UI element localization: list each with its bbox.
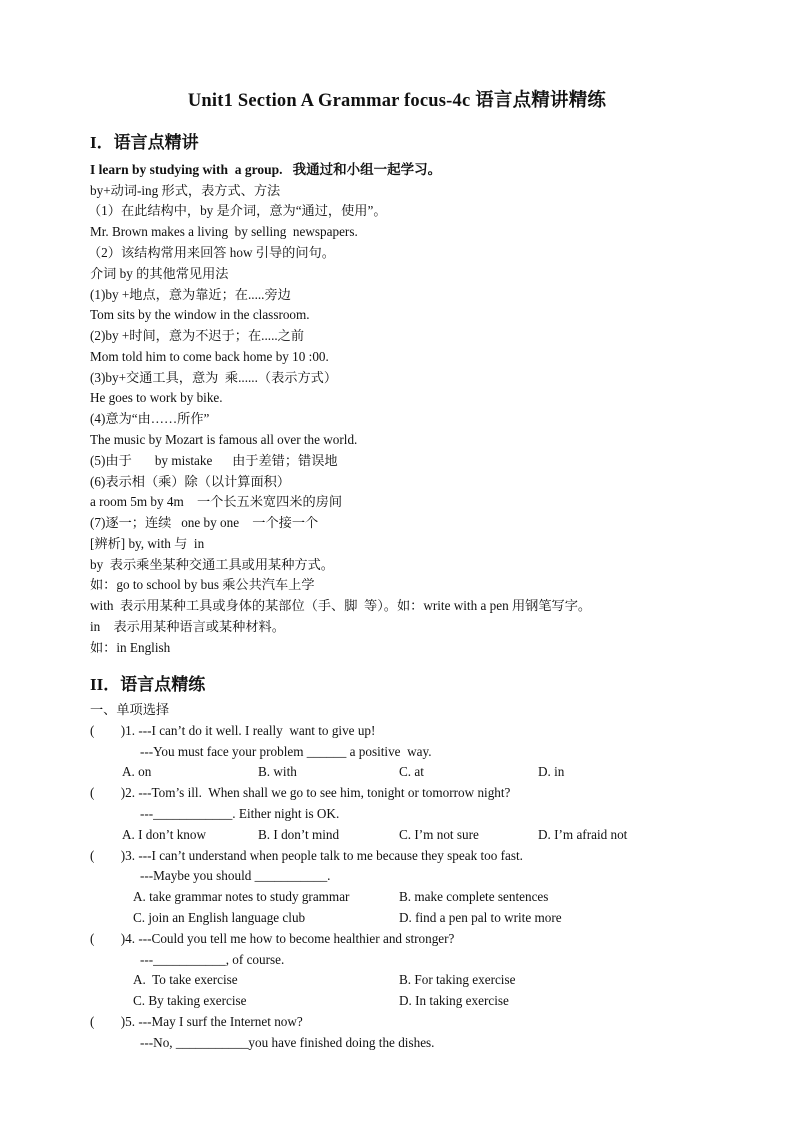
question-stem: ( )3. ---I can’t understand when people talk to me because they speak too fast. xyxy=(90,848,523,863)
option-d: D. in xyxy=(538,764,565,779)
question-stem: ( )2. ---Tom’s ill. When shall we go to see him, tonight or tomorrow night? xyxy=(90,785,511,800)
example-line: The music by Mozart is famous all over the world. xyxy=(90,432,358,447)
example-line: Mr. Brown makes a living by selling newspapers. xyxy=(90,224,358,239)
usage-line: (5)由于 by mistake 由于差错；错误地 xyxy=(90,453,338,468)
option-b: B. For taking exercise xyxy=(399,972,516,987)
explanation-line: （2）该结构常用来回答 how 引导的问句。 xyxy=(88,245,335,260)
option-d: D. I’m afraid not xyxy=(538,827,628,842)
option-b: B. with xyxy=(258,764,297,779)
comparison-line: in 表示用某种语言或某种材料。 xyxy=(90,619,285,634)
example-line: Tom sits by the window in the classroom. xyxy=(90,307,310,322)
explanation-line: by+动词-ing 形式，表方式、方法 xyxy=(90,183,281,198)
option-a: A. on xyxy=(122,764,152,779)
comparison-heading: [辨析] by, with 与 in xyxy=(90,536,205,551)
example-line: a room 5m by 4m 一个长五米宽四米的房间 xyxy=(90,494,343,509)
section1-heading: I．语言点精讲 xyxy=(90,133,199,152)
usage-line: (2)by +时间，意为不迟于；在.....之前 xyxy=(90,328,305,343)
option-c: C. I’m not sure xyxy=(399,827,479,842)
comparison-line: with 表示用某种工具或身体的某部位（手、脚 等）。如：write with a pen 用钢笔写字。 xyxy=(90,598,592,613)
comparison-line: by 表示乘坐某种交通工具或用某种方式。 xyxy=(90,557,334,572)
option-a: A. take grammar notes to study grammar xyxy=(133,889,350,904)
usage-line: (4)意为“由……所作” xyxy=(90,411,210,426)
example-line: 如：in English xyxy=(90,640,171,655)
option-b: B. I don’t mind xyxy=(258,827,340,842)
page-title: Unit1 Section A Grammar focus-4c 语言点精讲精练 xyxy=(187,91,607,111)
example-line: Mom told him to come back home by 10 :00. xyxy=(90,349,329,364)
option-a: A. I don’t know xyxy=(122,827,207,842)
question-stem: ( )5. ---May I surf the Internet now? xyxy=(90,1014,303,1029)
explanation-line: 介词 by 的其他常见用法 xyxy=(90,266,229,281)
key-sentence: I learn by studying with a group. 我通过和小组一起学习。 xyxy=(90,162,442,177)
question-reply: ---You must face your problem ______ a positive way. xyxy=(140,744,432,759)
usage-line: (1)by +地点，意为靠近；在.....旁边 xyxy=(90,287,291,302)
example-line: He goes to work by bike. xyxy=(90,390,223,405)
usage-line: (3)by+交通工具，意为 乘......（表示方式） xyxy=(90,370,338,385)
question-reply: ---____________. Either night is OK. xyxy=(140,806,340,821)
option-a: A. To take exercise xyxy=(133,972,238,987)
option-d: D. find a pen pal to write more xyxy=(399,910,562,925)
usage-line: (6)表示相（乘）除（以计算面积） xyxy=(90,474,291,489)
question-reply: ---___________, of course. xyxy=(140,952,285,967)
question-reply: ---Maybe you should ___________. xyxy=(140,868,331,883)
option-c: C. at xyxy=(399,764,424,779)
question-stem: ( )1. ---I can’t do it well. I really want to give up! xyxy=(90,723,376,738)
question-reply: ---No, ___________you have finished doing the dishes. xyxy=(140,1035,435,1050)
question-stem: ( )4. ---Could you tell me how to become healthier and stronger? xyxy=(90,931,455,946)
option-d: D. In taking exercise xyxy=(399,993,509,1008)
option-b: B. make complete sentences xyxy=(399,889,549,904)
option-c: C. join an English language club xyxy=(133,910,306,925)
usage-line: (7)逐一；连续 one by one 一个接一个 xyxy=(90,515,319,530)
explanation-line: （1）在此结构中，by 是介词，意为“通过，使用”。 xyxy=(88,203,387,218)
exercise-type-heading: 一、单项选择 xyxy=(90,702,170,717)
example-line: 如：go to school by bus 乘公共汽车上学 xyxy=(90,577,315,592)
section2-heading: II．语言点精练 xyxy=(90,675,206,694)
option-c: C. By taking exercise xyxy=(133,993,247,1008)
